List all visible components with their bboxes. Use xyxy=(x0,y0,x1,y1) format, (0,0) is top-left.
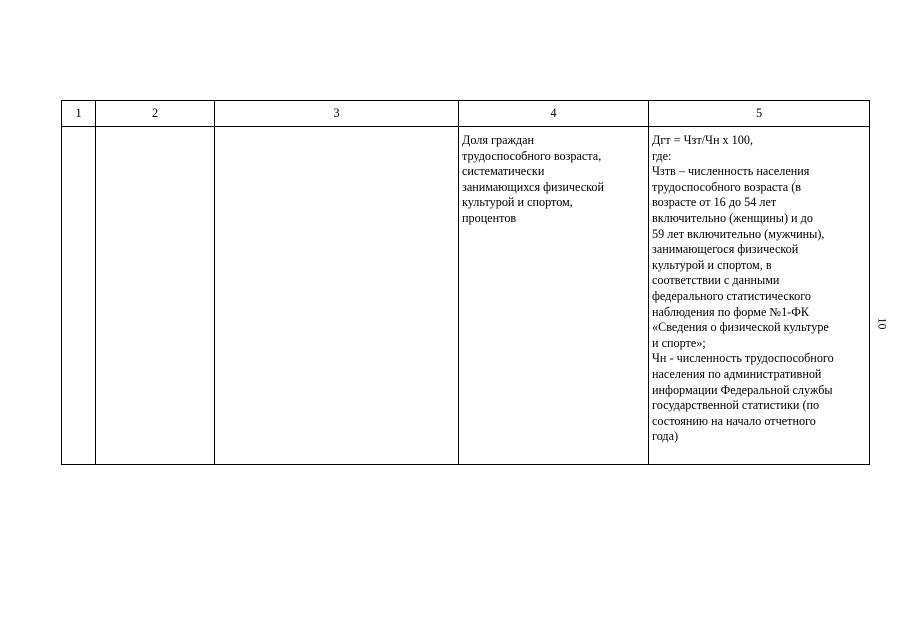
header-cell-1: 1 xyxy=(62,101,96,127)
row-cell-1 xyxy=(62,127,96,465)
table-header-row xyxy=(62,101,870,127)
header-cell-2: 2 xyxy=(96,101,215,127)
indicator-table xyxy=(61,100,870,465)
table-row xyxy=(62,127,870,465)
header-cell-5: 5 xyxy=(649,101,870,127)
calculation-method-cell: Дгт = Чзт/Чн х 100, где: Чзтв – численность населения трудоспособного возраста (в возрасте от 16 до 54 лет включительно (женщины) и до 59 лет включительно (мужчины), занимающегося физической культурой и спортом, в соответствии с данными федерального статистического наблюдения по форме №1-ФК «Сведения о физической культуре и спорте»; Чн - численность трудоспособного населения по административной информации Федеральной службы государственной статистики (по состоянию на начало отчетного года) xyxy=(649,127,870,465)
indicator-name-cell: Доля граждан трудоспособного возраста, систематически занимающихся физической культурой и спортом, процентов xyxy=(459,127,649,465)
header-cell-3: 3 xyxy=(215,101,459,127)
row-cell-3 xyxy=(215,127,459,465)
page-number: 10 xyxy=(875,317,890,330)
header-cell-4: 4 xyxy=(459,101,649,127)
row-cell-2 xyxy=(96,127,215,465)
